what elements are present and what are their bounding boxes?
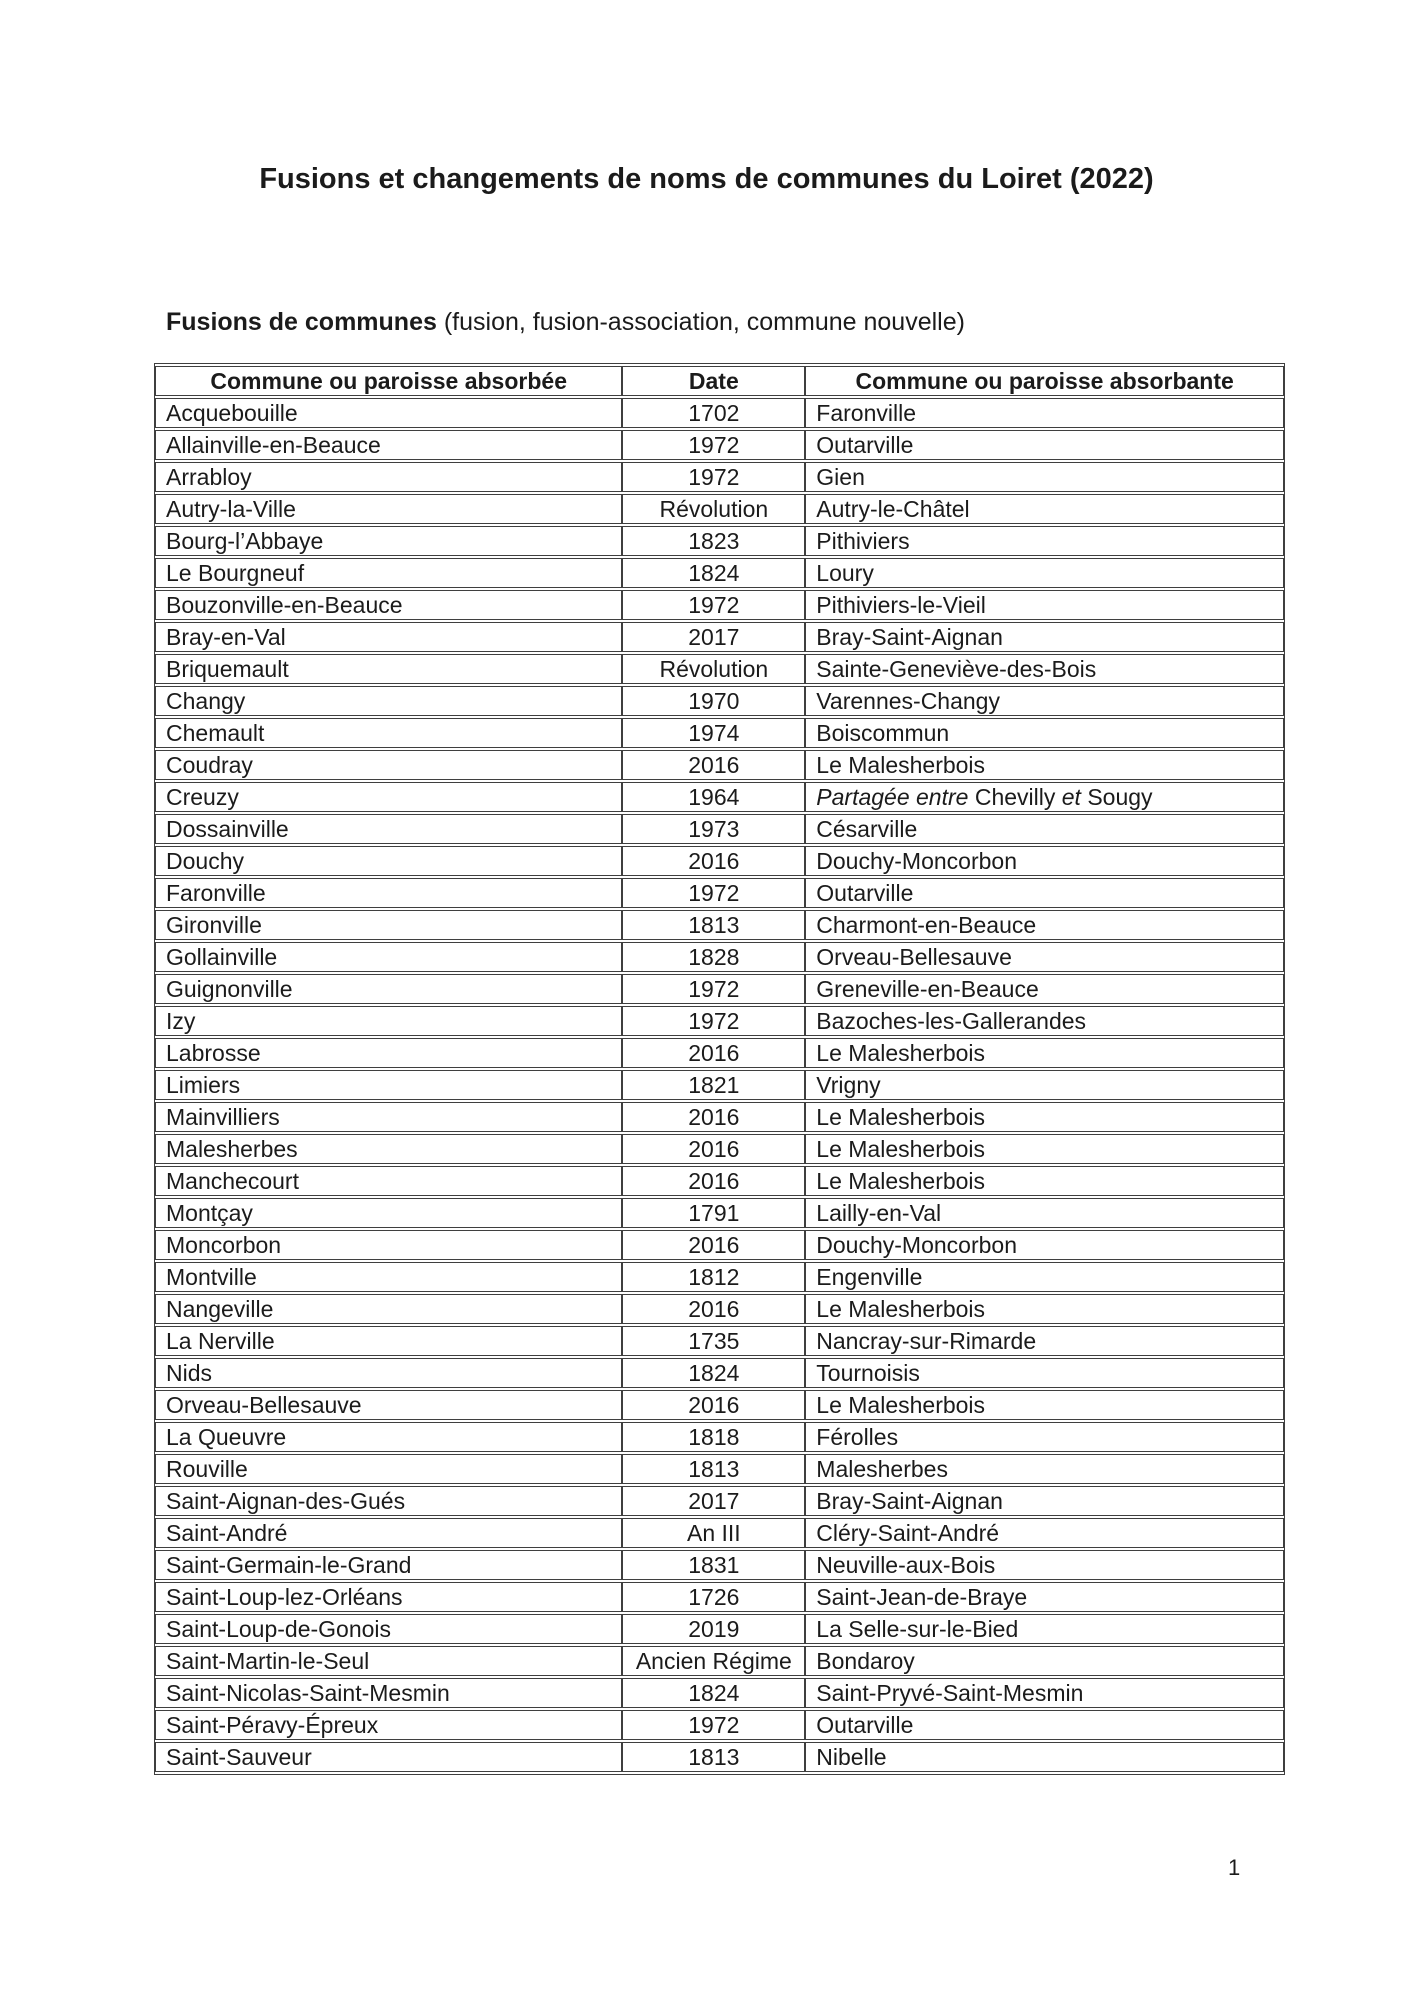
cell-commune-absorbee: Saint-Aignan-des-Gués bbox=[155, 1486, 622, 1516]
cell-commune-absorbee: Rouville bbox=[155, 1454, 622, 1484]
cell-commune-absorbante: Bray-Saint-Aignan bbox=[805, 622, 1284, 652]
cell-commune-absorbante: Le Malesherbois bbox=[805, 1294, 1284, 1324]
cell-commune-absorbante: Autry-le-Châtel bbox=[805, 494, 1284, 524]
cell-commune-absorbee: Moncorbon bbox=[155, 1230, 622, 1260]
cell-commune-absorbee: Saint-André bbox=[155, 1518, 622, 1548]
cell-date: 2016 bbox=[622, 1134, 805, 1164]
cell-date: 2016 bbox=[622, 1102, 805, 1132]
cell-date: 1818 bbox=[622, 1422, 805, 1452]
cell-date: 2017 bbox=[622, 622, 805, 652]
cell-commune-absorbante: La Selle-sur-le-Bied bbox=[805, 1614, 1284, 1644]
cell-date: 1821 bbox=[622, 1070, 805, 1100]
table-row bbox=[155, 494, 1284, 524]
table-row bbox=[155, 942, 1284, 972]
cell-commune-absorbee: Saint-Loup-de-Gonois bbox=[155, 1614, 622, 1644]
cell-commune-absorbee: Coudray bbox=[155, 750, 622, 780]
table-row bbox=[155, 974, 1284, 1004]
cell-commune-absorbante: Engenville bbox=[805, 1262, 1284, 1292]
table-row bbox=[155, 1230, 1284, 1260]
table-row bbox=[155, 1614, 1284, 1644]
cell-commune-absorbante: Le Malesherbois bbox=[805, 1134, 1284, 1164]
cell-date: 1813 bbox=[622, 1454, 805, 1484]
table-header-row bbox=[155, 366, 1284, 396]
table-row bbox=[155, 1742, 1284, 1772]
cell-date: An III bbox=[622, 1518, 805, 1548]
table-row bbox=[155, 590, 1284, 620]
cell-commune-absorbante: Le Malesherbois bbox=[805, 1038, 1284, 1068]
table-row bbox=[155, 686, 1284, 716]
cell-commune-absorbee: Douchy bbox=[155, 846, 622, 876]
table-row bbox=[155, 462, 1284, 492]
cell-text-segment: Chevilly bbox=[974, 784, 1062, 810]
cell-commune-absorbante: Nibelle bbox=[805, 1742, 1284, 1772]
cell-date: 2016 bbox=[622, 1038, 805, 1068]
cell-commune-absorbante: Boiscommun bbox=[805, 718, 1284, 748]
cell-commune-absorbee: Briquemault bbox=[155, 654, 622, 684]
cell-commune-absorbante: Pithiviers bbox=[805, 526, 1284, 556]
table-row bbox=[155, 1134, 1284, 1164]
cell-commune-absorbante: Lailly-en-Val bbox=[805, 1198, 1284, 1228]
cell-date: 1974 bbox=[622, 718, 805, 748]
cell-date: 1972 bbox=[622, 1006, 805, 1036]
cell-date: 1791 bbox=[622, 1198, 805, 1228]
cell-commune-absorbee: Saint-Péravy-Épreux bbox=[155, 1710, 622, 1740]
cell-commune-absorbee: Malesherbes bbox=[155, 1134, 622, 1164]
cell-date: 1831 bbox=[622, 1550, 805, 1580]
cell-commune-absorbante: Faronville bbox=[805, 398, 1284, 428]
table-row bbox=[155, 782, 1284, 812]
cell-commune-absorbee: Saint-Martin-le-Seul bbox=[155, 1646, 622, 1676]
fusion-table-container bbox=[154, 363, 1285, 1775]
cell-date: 1828 bbox=[622, 942, 805, 972]
page-title: Fusions et changements de noms de communes du Loiret (2022) bbox=[259, 163, 1154, 195]
cell-date: 1824 bbox=[622, 558, 805, 588]
table-row bbox=[155, 622, 1284, 652]
table-row bbox=[155, 1166, 1284, 1196]
cell-commune-absorbante: Outarville bbox=[805, 1710, 1284, 1740]
table-row bbox=[155, 1006, 1284, 1036]
cell-date: 2016 bbox=[622, 750, 805, 780]
header-date: Date bbox=[622, 366, 805, 396]
cell-commune-absorbee: Manchecourt bbox=[155, 1166, 622, 1196]
table-row bbox=[155, 430, 1284, 460]
cell-date: 1702 bbox=[622, 398, 805, 428]
cell-commune-absorbante: Charmont-en-Beauce bbox=[805, 910, 1284, 940]
cell-date: 1726 bbox=[622, 1582, 805, 1612]
cell-commune-absorbee: Saint-Germain-le-Grand bbox=[155, 1550, 622, 1580]
cell-commune-absorbante: Tournoisis bbox=[805, 1358, 1284, 1388]
cell-commune-absorbante: Outarville bbox=[805, 878, 1284, 908]
cell-date: 1972 bbox=[622, 878, 805, 908]
cell-commune-absorbee: Saint-Sauveur bbox=[155, 1742, 622, 1772]
cell-commune-absorbante: Nancray-sur-Rimarde bbox=[805, 1326, 1284, 1356]
cell-commune-absorbante: Neuville-aux-Bois bbox=[805, 1550, 1284, 1580]
cell-date: Révolution bbox=[622, 654, 805, 684]
cell-date: 2016 bbox=[622, 1390, 805, 1420]
cell-text-segment: et bbox=[1061, 784, 1088, 810]
table-row bbox=[155, 1422, 1284, 1452]
cell-date: 2016 bbox=[622, 846, 805, 876]
fusion-table-body bbox=[155, 398, 1284, 1772]
cell-commune-absorbee: La Queuvre bbox=[155, 1422, 622, 1452]
cell-date: 2016 bbox=[622, 1166, 805, 1196]
table-row bbox=[155, 814, 1284, 844]
cell-date: 2016 bbox=[622, 1294, 805, 1324]
fusion-table bbox=[154, 363, 1285, 1775]
cell-commune-absorbee: Gollainville bbox=[155, 942, 622, 972]
cell-commune-absorbee: Nids bbox=[155, 1358, 622, 1388]
table-row bbox=[155, 1582, 1284, 1612]
cell-commune-absorbante: Varennes-Changy bbox=[805, 686, 1284, 716]
cell-commune-absorbee: Faronville bbox=[155, 878, 622, 908]
cell-date: 1812 bbox=[622, 1262, 805, 1292]
cell-commune-absorbante: Le Malesherbois bbox=[805, 750, 1284, 780]
cell-date: 1973 bbox=[622, 814, 805, 844]
cell-date: 1972 bbox=[622, 462, 805, 492]
table-row bbox=[155, 1678, 1284, 1708]
cell-commune-absorbante: Douchy-Moncorbon bbox=[805, 846, 1284, 876]
cell-commune-absorbee: Saint-Loup-lez-Orléans bbox=[155, 1582, 622, 1612]
cell-text-segment: Sougy bbox=[1087, 784, 1153, 810]
table-row bbox=[155, 1646, 1284, 1676]
cell-commune-absorbante: Férolles bbox=[805, 1422, 1284, 1452]
cell-commune-absorbee: Limiers bbox=[155, 1070, 622, 1100]
table-row bbox=[155, 1454, 1284, 1484]
header-commune-absorbee: Commune ou paroisse absorbée bbox=[155, 366, 622, 396]
cell-date: 1972 bbox=[622, 1710, 805, 1740]
cell-commune-absorbante: Bondaroy bbox=[805, 1646, 1284, 1676]
cell-date: 1813 bbox=[622, 910, 805, 940]
cell-date: Ancien Régime bbox=[622, 1646, 805, 1676]
cell-commune-absorbante: Outarville bbox=[805, 430, 1284, 460]
table-row bbox=[155, 526, 1284, 556]
cell-commune-absorbee: Changy bbox=[155, 686, 622, 716]
cell-commune-absorbee: Bouzonville-en-Beauce bbox=[155, 590, 622, 620]
cell-commune-absorbee: Acquebouille bbox=[155, 398, 622, 428]
cell-commune-absorbante: Bray-Saint-Aignan bbox=[805, 1486, 1284, 1516]
cell-commune-absorbante: Le Malesherbois bbox=[805, 1166, 1284, 1196]
table-row bbox=[155, 558, 1284, 588]
cell-date: 1735 bbox=[622, 1326, 805, 1356]
cell-date: 1972 bbox=[622, 974, 805, 1004]
table-row bbox=[155, 1358, 1284, 1388]
cell-date: 2016 bbox=[622, 1230, 805, 1260]
cell-commune-absorbante: Malesherbes bbox=[805, 1454, 1284, 1484]
cell-commune-absorbee: Guignonville bbox=[155, 974, 622, 1004]
table-row bbox=[155, 1070, 1284, 1100]
cell-commune-absorbee: Allainville-en-Beauce bbox=[155, 430, 622, 460]
section-subtitle bbox=[166, 308, 965, 337]
table-row bbox=[155, 1294, 1284, 1324]
subtitle-regular-text: (fusion, fusion-association, commune nouvelle) bbox=[436, 308, 965, 336]
cell-commune-absorbee: Nangeville bbox=[155, 1294, 622, 1324]
cell-commune-absorbante: Gien bbox=[805, 462, 1284, 492]
cell-date: 1824 bbox=[622, 1678, 805, 1708]
cell-date: 1823 bbox=[622, 526, 805, 556]
cell-commune-absorbante: Douchy-Moncorbon bbox=[805, 1230, 1284, 1260]
cell-commune-absorbee: Bourg-l’Abbaye bbox=[155, 526, 622, 556]
table-row bbox=[155, 846, 1284, 876]
table-row bbox=[155, 1710, 1284, 1740]
cell-commune-absorbante: Saint-Pryvé-Saint-Mesmin bbox=[805, 1678, 1284, 1708]
cell-commune-absorbee: La Nerville bbox=[155, 1326, 622, 1356]
cell-commune-absorbee: Montçay bbox=[155, 1198, 622, 1228]
cell-commune-absorbante: Sainte-Geneviève-des-Bois bbox=[805, 654, 1284, 684]
cell-commune-absorbante: Pithiviers-le-Vieil bbox=[805, 590, 1284, 620]
cell-commune-absorbante: Saint-Jean-de-Braye bbox=[805, 1582, 1284, 1612]
table-row bbox=[155, 1550, 1284, 1580]
cell-commune-absorbee: Izy bbox=[155, 1006, 622, 1036]
page-number: 1 bbox=[1228, 1855, 1241, 1880]
table-row bbox=[155, 1486, 1284, 1516]
cell-date: 1964 bbox=[622, 782, 805, 812]
cell-date: 1824 bbox=[622, 1358, 805, 1388]
cell-commune-absorbee: Creuzy bbox=[155, 782, 622, 812]
cell-commune-absorbante: Cléry-Saint-André bbox=[805, 1518, 1284, 1548]
table-row bbox=[155, 1198, 1284, 1228]
cell-commune-absorbee: Labrosse bbox=[155, 1038, 622, 1068]
cell-commune-absorbee: Autry-la-Ville bbox=[155, 494, 622, 524]
cell-date: 2017 bbox=[622, 1486, 805, 1516]
table-row bbox=[155, 750, 1284, 780]
table-row bbox=[155, 398, 1284, 428]
cell-commune-absorbee: Arrabloy bbox=[155, 462, 622, 492]
table-row bbox=[155, 1518, 1284, 1548]
cell-commune-absorbee: Bray-en-Val bbox=[155, 622, 622, 652]
cell-commune-absorbee: Mainvilliers bbox=[155, 1102, 622, 1132]
cell-commune-absorbee: Gironville bbox=[155, 910, 622, 940]
cell-date: 1813 bbox=[622, 1742, 805, 1772]
subtitle-bold-text: Fusions de communes bbox=[166, 308, 437, 336]
table-row bbox=[155, 1262, 1284, 1292]
cell-date: 1972 bbox=[622, 590, 805, 620]
cell-date: 1970 bbox=[622, 686, 805, 716]
header-commune-absorbante: Commune ou paroisse absorbante bbox=[805, 366, 1284, 396]
cell-date: 1972 bbox=[622, 430, 805, 460]
cell-commune-absorbee: Dossainville bbox=[155, 814, 622, 844]
table-row bbox=[155, 1102, 1284, 1132]
cell-commune-absorbante: Le Malesherbois bbox=[805, 1102, 1284, 1132]
cell-commune-absorbee: Le Bourgneuf bbox=[155, 558, 622, 588]
cell-commune-absorbante: Orveau-Bellesauve bbox=[805, 942, 1284, 972]
cell-commune-absorbee: Chemault bbox=[155, 718, 622, 748]
cell-commune-absorbee: Montville bbox=[155, 1262, 622, 1292]
cell-commune-absorbante: Césarville bbox=[805, 814, 1284, 844]
cell-commune-absorbee: Orveau-Bellesauve bbox=[155, 1390, 622, 1420]
table-row bbox=[155, 1326, 1284, 1356]
table-row bbox=[155, 878, 1284, 908]
cell-commune-absorbante: Bazoches-les-Gallerandes bbox=[805, 1006, 1284, 1036]
cell-commune-absorbante: Vrigny bbox=[805, 1070, 1284, 1100]
cell-commune-absorbee: Saint-Nicolas-Saint-Mesmin bbox=[155, 1678, 622, 1708]
cell-date: Révolution bbox=[622, 494, 805, 524]
cell-commune-absorbante: Greneville-en-Beauce bbox=[805, 974, 1284, 1004]
table-row bbox=[155, 1390, 1284, 1420]
cell-date: 2019 bbox=[622, 1614, 805, 1644]
table-row bbox=[155, 718, 1284, 748]
cell-commune-absorbante bbox=[805, 782, 1284, 812]
table-row bbox=[155, 910, 1284, 940]
cell-commune-absorbante: Le Malesherbois bbox=[805, 1390, 1284, 1420]
cell-text-segment: Partagée entre bbox=[816, 784, 975, 810]
table-row bbox=[155, 654, 1284, 684]
cell-commune-absorbante: Loury bbox=[805, 558, 1284, 588]
table-row bbox=[155, 1038, 1284, 1068]
